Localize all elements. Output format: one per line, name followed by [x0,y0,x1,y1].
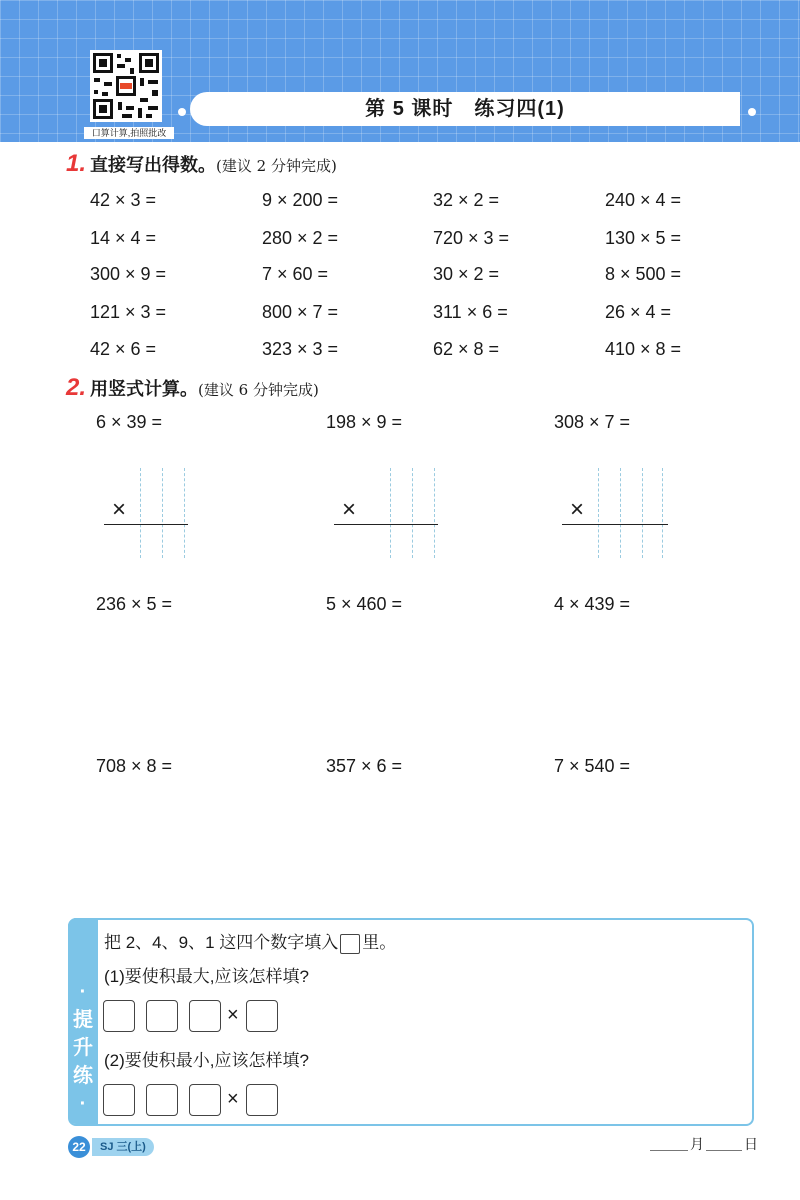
answer-box[interactable] [146,1000,178,1032]
question-1: (1)要使积最大,应该怎样填? [104,967,309,986]
oral-problem: 8 × 500 = [605,264,682,284]
guide-line [412,468,413,558]
title-dot-right [748,108,756,116]
oral-problem: 800 × 7 = [262,302,339,322]
section-1-number: 1. [66,150,87,177]
guide-line [184,468,185,558]
oral-problem: 300 × 9 = [90,264,167,284]
column-problem: 6 × 39 = [96,412,163,432]
qr-code-icon [90,50,162,122]
column-problem: 7 × 540 = [554,756,631,776]
oral-problem: 121 × 3 = [90,302,167,322]
extension-prompt [104,928,396,954]
prompt-text: 把 2、4、9、1 这四个数字填入 [104,933,339,952]
answer-box[interactable] [103,1000,135,1032]
page-title: 第 5 课时 练习四(1) [190,92,740,126]
guide-line [390,468,391,558]
section-2-heading: 用竖式计算。 [90,379,199,399]
oral-problem: 32 × 2 = [433,190,500,210]
section-1-hint: (建议 2 分钟完成) [216,157,337,175]
guide-line [642,468,643,558]
question-2: (2)要使积最小,应该怎样填? [104,1051,309,1070]
times-symbol: × [342,496,357,523]
oral-problem: 280 × 2 = [262,228,339,248]
section-2-title [66,374,319,402]
guide-line [662,468,663,558]
guide-line [162,468,163,558]
section-1-heading: 直接写出得数。 [90,155,217,175]
column-problem: 4 × 439 = [554,594,631,614]
times-symbol: × [227,1004,239,1026]
day-label: 日 [744,1136,758,1152]
section-1-title [66,150,337,178]
label-char: 提 [73,1009,93,1031]
oral-problem: 323 × 3 = [262,339,339,359]
answer-box[interactable] [189,1000,221,1032]
times-symbol: × [112,496,127,523]
oral-problem: 410 × 8 = [605,339,682,359]
extension-label [70,978,96,1118]
times-symbol: × [227,1088,239,1110]
answer-box[interactable] [189,1084,221,1116]
guide-line [598,468,599,558]
column-problem: 308 × 7 = [554,412,631,432]
oral-problem: 7 × 60 = [262,264,329,284]
calc-underline [334,524,438,525]
oral-problem: 720 × 3 = [433,228,510,248]
answer-box[interactable] [103,1084,135,1116]
month-label: 月 [690,1136,704,1152]
answer-box[interactable] [246,1084,278,1116]
oral-problem: 30 × 2 = [433,264,500,284]
guide-line [140,468,141,558]
oral-problem: 26 × 4 = [605,302,672,322]
guide-line [620,468,621,558]
section-2-number: 2. [66,374,87,401]
column-problem: 236 × 5 = [96,594,173,614]
column-calc-frame [104,468,224,558]
prompt-text-end: 里。 [362,933,397,952]
label-char: · [79,981,87,1003]
column-calc-frame [334,468,454,558]
answer-box[interactable] [146,1084,178,1116]
qr-caption: 口算计算,拍照批改 [84,127,174,139]
column-problem: 5 × 460 = [326,594,403,614]
calc-underline [104,524,188,525]
column-calc-frame [562,468,682,558]
section-2-hint: (建议 6 分钟完成) [198,381,319,399]
answer-box[interactable] [246,1000,278,1032]
title-dot-left [178,108,186,116]
column-problem: 357 × 6 = [326,756,403,776]
label-char: · [79,1093,87,1115]
times-symbol: × [570,496,585,523]
oral-problem: 42 × 6 = [90,339,157,359]
calc-underline [562,524,668,525]
oral-problem: 42 × 3 = [90,190,157,210]
guide-line [434,468,435,558]
month-blank[interactable] [650,1150,688,1151]
day-blank[interactable] [706,1150,742,1151]
oral-problem: 14 × 4 = [90,228,157,248]
page-number: 22 [68,1136,90,1158]
inline-box-icon [340,934,360,954]
column-problem: 198 × 9 = [326,412,403,432]
label-char: 升 [73,1037,93,1059]
oral-problem: 311 × 6 = [433,302,508,322]
oral-problem: 240 × 4 = [605,190,682,210]
oral-problem: 9 × 200 = [262,190,339,210]
oral-problem: 130 × 5 = [605,228,682,248]
column-problem: 708 × 8 = [96,756,173,776]
label-char: 练 [73,1065,93,1087]
oral-problem: 62 × 8 = [433,339,500,359]
grade-tag: SJ 三(上) [92,1138,154,1156]
